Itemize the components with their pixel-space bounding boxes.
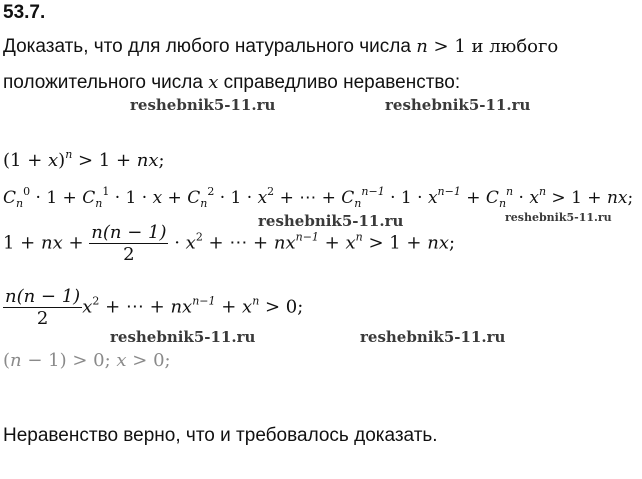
math-step-4: $\frac{n(n - 1)}{2}$ $x^2$ + ⋯ + $nx^{n-1} + x^n > 0$; xyxy=(5,286,304,329)
watermark: reshebnik5-11.ru xyxy=(110,328,256,346)
math-step-2: $C_n^0 \cdot 1 + C_n^1 \cdot 1 \cdot x + C_n^2 \cdot 1 \cdot x^2$ + ⋯ + $C_n^{n-1} \cdot 1 \cdot x^{n-1} + C_n^n \cdot x^n > 1$ + nx; xyxy=(3,185,634,210)
fraction: $\frac{n(n - 1)}{2}$ xyxy=(5,286,81,329)
math-step-5: (n − 1) > 0; x > 0; xyxy=(3,350,171,371)
watermark: reshebnik5-11.ru xyxy=(505,211,612,224)
conclusion-text: Неравенство верно, что и требовалось доказать. xyxy=(3,425,438,446)
math-step-1: $(1 + x)^n > 1$ + nx; xyxy=(3,148,165,171)
math-step-3: 1 + nx + $\frac{n(n - 1)}{2}$ · $x^2$ + ⋯ + $nx^{n-1} + x^n > 1$ + nx; xyxy=(3,222,456,265)
statement-line-1: Доказать, что для любого натурального числа n > 1 и любого xyxy=(3,36,559,57)
watermark: reshebnik5-11.ru xyxy=(258,212,404,230)
fraction: $\frac{n(n - 1)}{2}$ xyxy=(91,222,167,265)
watermark: reshebnik5-11.ru xyxy=(385,96,531,114)
statement-line-2: положительного числа x справедливо неравенство: xyxy=(3,72,461,93)
watermark: reshebnik5-11.ru xyxy=(130,96,276,114)
problem-number: 53.7. xyxy=(3,2,46,23)
watermark: reshebnik5-11.ru xyxy=(360,328,506,346)
